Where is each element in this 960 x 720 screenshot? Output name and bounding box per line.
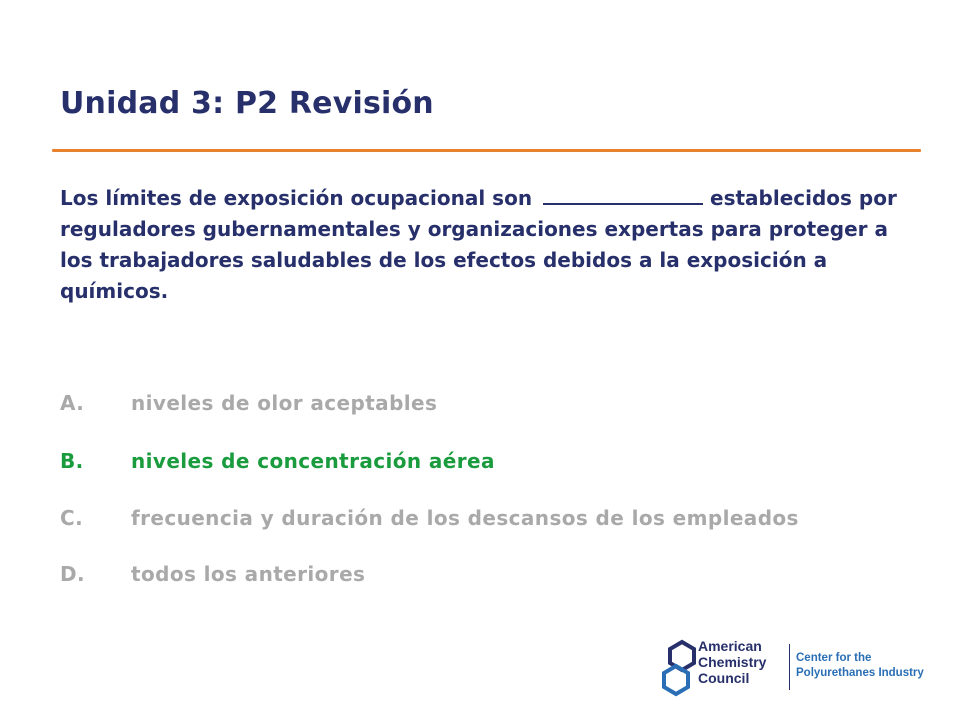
- acc-logo: [662, 634, 942, 700]
- option-c-text: frecuencia y duración de los descansos de los empleados: [131, 506, 799, 530]
- option-d-letter: D.: [60, 562, 85, 586]
- option-d-text: todos los anteriores: [131, 562, 366, 586]
- acc-wordmark: [698, 638, 766, 686]
- logo-divider: [789, 644, 790, 690]
- answer-blank: [543, 186, 703, 205]
- question-part-2: establecidos por reguladores gubernamentales y organizaciones expertas para proteger a los trabajadores saludables de los efectos debidos a la exposición a químicos.: [60, 186, 897, 303]
- option-b-text: niveles de concentración aérea: [131, 449, 495, 473]
- hexagon-logo-icon: [662, 636, 700, 698]
- question-part-1: Los límites de exposición ocupacional son: [60, 186, 533, 210]
- cpi-line-2: Polyurethanes Industry: [796, 667, 924, 679]
- option-c-letter: C.: [60, 506, 84, 530]
- acc-line-2: Chemistry: [698, 654, 767, 670]
- option-b-letter: B.: [60, 449, 84, 473]
- cpi-line-1: Center for the: [796, 652, 872, 664]
- slide-title: Unidad 3: P2 Revisión: [60, 86, 434, 121]
- question-text: [60, 183, 910, 307]
- title-divider: [52, 149, 921, 152]
- acc-line-3: Council: [698, 670, 750, 686]
- cpi-wordmark: [796, 651, 924, 681]
- acc-line-1: American: [698, 638, 762, 654]
- option-a-text: niveles de olor aceptables: [131, 391, 438, 415]
- option-a-letter: A.: [60, 391, 85, 415]
